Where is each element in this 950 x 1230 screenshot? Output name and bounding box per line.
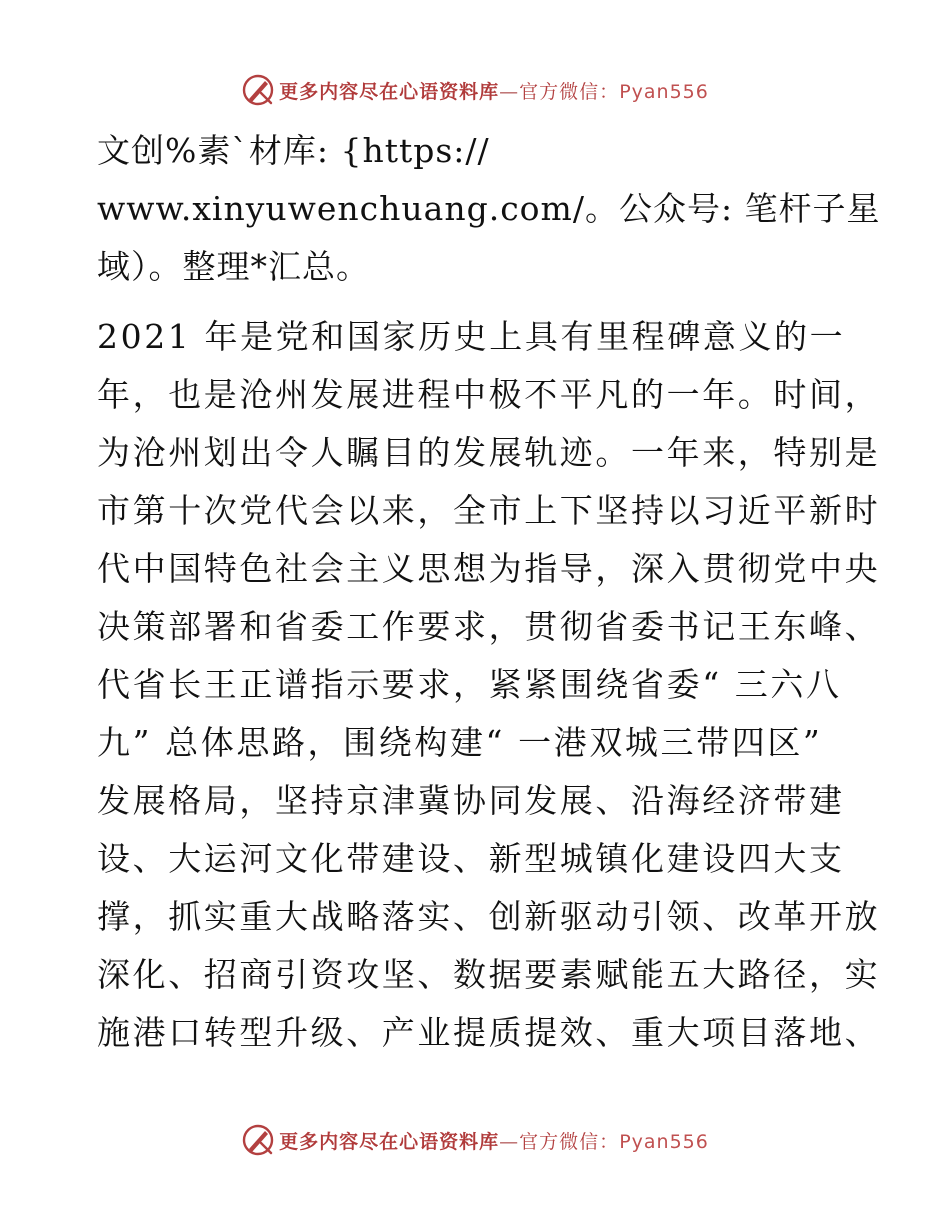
body-line: 2021 年是党和国家历史上具有里程碑意义的一 (97, 317, 846, 356)
footer-banner (0, 1120, 950, 1160)
banner-wechat-id: Pyan556 (619, 80, 709, 103)
body-paragraph (97, 308, 881, 1062)
body-line: 设、大运河文化带建设、新型城镇化建设四大支 (97, 839, 845, 878)
body-line: 决策部署和省委工作要求，贯彻省委书记王东峰、 (97, 607, 881, 646)
body-line: 深化、招商引资攻坚、数据要素赋能五大路径，实 (97, 955, 881, 994)
quill-logo-icon (241, 73, 275, 107)
body-line: 施港口转型升级、产业提质提效、重大项目落地、 (97, 1013, 881, 1052)
banner-separator: — (499, 1130, 520, 1153)
body-line: 代省长王正谱指示要求，紧紧围绕省委“ 三六八 (97, 665, 842, 704)
source-note-line: 域）。整理*汇总。 (97, 247, 370, 286)
body-line: 撑，抓实重大战略落实、创新驱动引领、改革开放 (97, 897, 881, 936)
body-line: 市第十次党代会以来，全市上下坚持以习近平新时 (97, 491, 881, 530)
source-note-line: www.xinyuwenchuang.com/。公众号: 笔杆子星 (97, 189, 881, 228)
source-note (97, 122, 881, 296)
header-banner (0, 70, 950, 110)
banner-wechat-id: Pyan556 (619, 1130, 709, 1153)
body-line: 发展格局，坚持京津冀协同发展、沿海经济带建 (97, 781, 845, 820)
banner-site-name: 更多内容尽在心语资料库 (279, 80, 500, 103)
source-note-line: 文创%素`材库: {https:// (97, 131, 490, 170)
body-line: 代中国特色社会主义思想为指导，深入贯彻党中央 (97, 549, 881, 588)
quill-logo-icon (241, 1123, 275, 1157)
body-line: 为沧州划出令人瞩目的发展轨迹。一年来，特别是 (97, 433, 881, 472)
banner-official-label: 官方微信： (519, 80, 620, 103)
banner-text (279, 77, 709, 104)
body-line: 九” 总体思路，围绕构建“ 一港双城三带四区” (97, 723, 823, 762)
banner-official-label: 官方微信： (519, 1130, 620, 1153)
body-line: 年，也是沧州发展进程中极不平凡的一年。时间， (97, 375, 881, 414)
banner-separator: — (499, 80, 520, 103)
banner-text (279, 1127, 709, 1154)
banner-site-name: 更多内容尽在心语资料库 (279, 1130, 500, 1153)
